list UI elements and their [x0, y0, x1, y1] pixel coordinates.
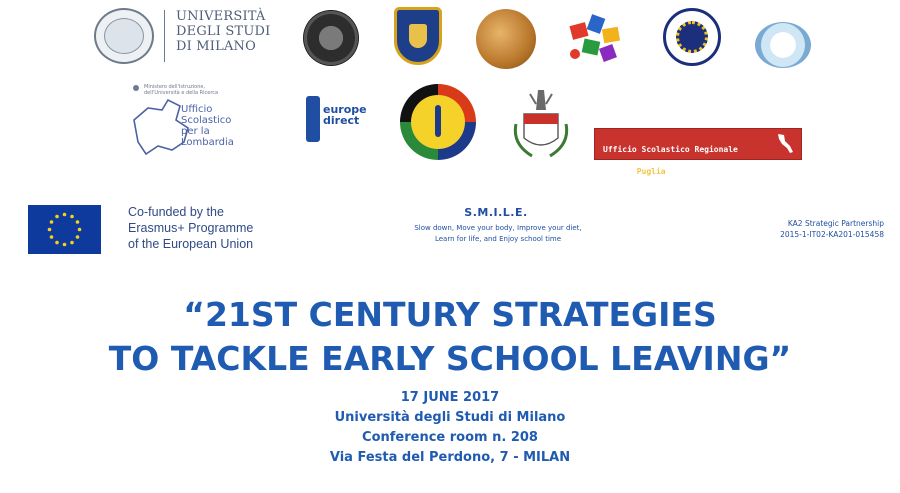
- shield-logo: [394, 7, 442, 65]
- divider: [164, 10, 165, 62]
- puzzle-figures-logo: [565, 10, 629, 68]
- ufficio-lombardia-label: Ufficio Scolastico per la Lombardia: [181, 104, 234, 148]
- smile-subtitle: Slow down, Move your body, Improve your diet, Learn for life, and Enjoy school time: [414, 224, 582, 243]
- unimi-seal-logo: [94, 8, 154, 64]
- eu-star: [70, 241, 74, 245]
- eu-star: [50, 235, 54, 239]
- event-venue: Università degli Studi di Milano: [334, 410, 566, 425]
- event-address: Via Festa del Perdono, 7 - MILAN: [329, 450, 571, 465]
- eu-star: [76, 220, 80, 224]
- eu-star: [55, 241, 59, 245]
- erasmus-cofunded-label: Co-funded by the Erasmus+ Programme of the European Union: [128, 205, 254, 251]
- small-round-logo: [755, 22, 811, 68]
- event-room: Conference room n. 208: [362, 430, 538, 445]
- eu-star: [76, 235, 80, 239]
- eu-star: [55, 215, 59, 219]
- eu-star: [63, 243, 67, 247]
- european-circle-logo: [663, 8, 721, 66]
- usr-puglia-logo: [594, 128, 802, 176]
- europe-direct-label: europe direct: [323, 103, 367, 127]
- event-details: [0, 388, 900, 468]
- eu-star: [70, 215, 74, 219]
- dark-seal-logo: [303, 10, 359, 66]
- eu-star: [63, 213, 67, 217]
- event-date: 17 JUNE 2017: [400, 390, 500, 405]
- ka2-partnership-label: KA2 Strategic Partnership 2015-1-IT02-KA201-015458: [780, 219, 884, 239]
- eu-star: [50, 220, 54, 224]
- italy-map-icon: [775, 132, 795, 156]
- europe-direct-icon: [306, 96, 320, 142]
- coat-of-arms-logo: [510, 84, 572, 164]
- university-name: UNIVERSITÀ DEGLI STUDI DI MILANO: [176, 9, 271, 54]
- usr-puglia-prefix: per la: [603, 167, 637, 176]
- ministry-caption: Ministero dell'Istruzione, dell'Università e della Ricerca: [144, 84, 219, 96]
- smile-title: S.M.I.L.E.: [464, 206, 528, 219]
- eu-flag-icon: [28, 205, 101, 254]
- event-title: “21ST CENTURY STRATEGIES TO TACKLE EARLY SCHOOL LEAVING”: [108, 295, 792, 378]
- eu-star: [48, 228, 52, 232]
- gold-medal-logo: [476, 9, 536, 69]
- usr-puglia-region: Puglia: [636, 167, 666, 176]
- torch-emblem-logo: [400, 84, 476, 160]
- usr-puglia-line1: Ufficio Scolastico Regionale: [603, 145, 738, 154]
- eu-star: [78, 228, 82, 232]
